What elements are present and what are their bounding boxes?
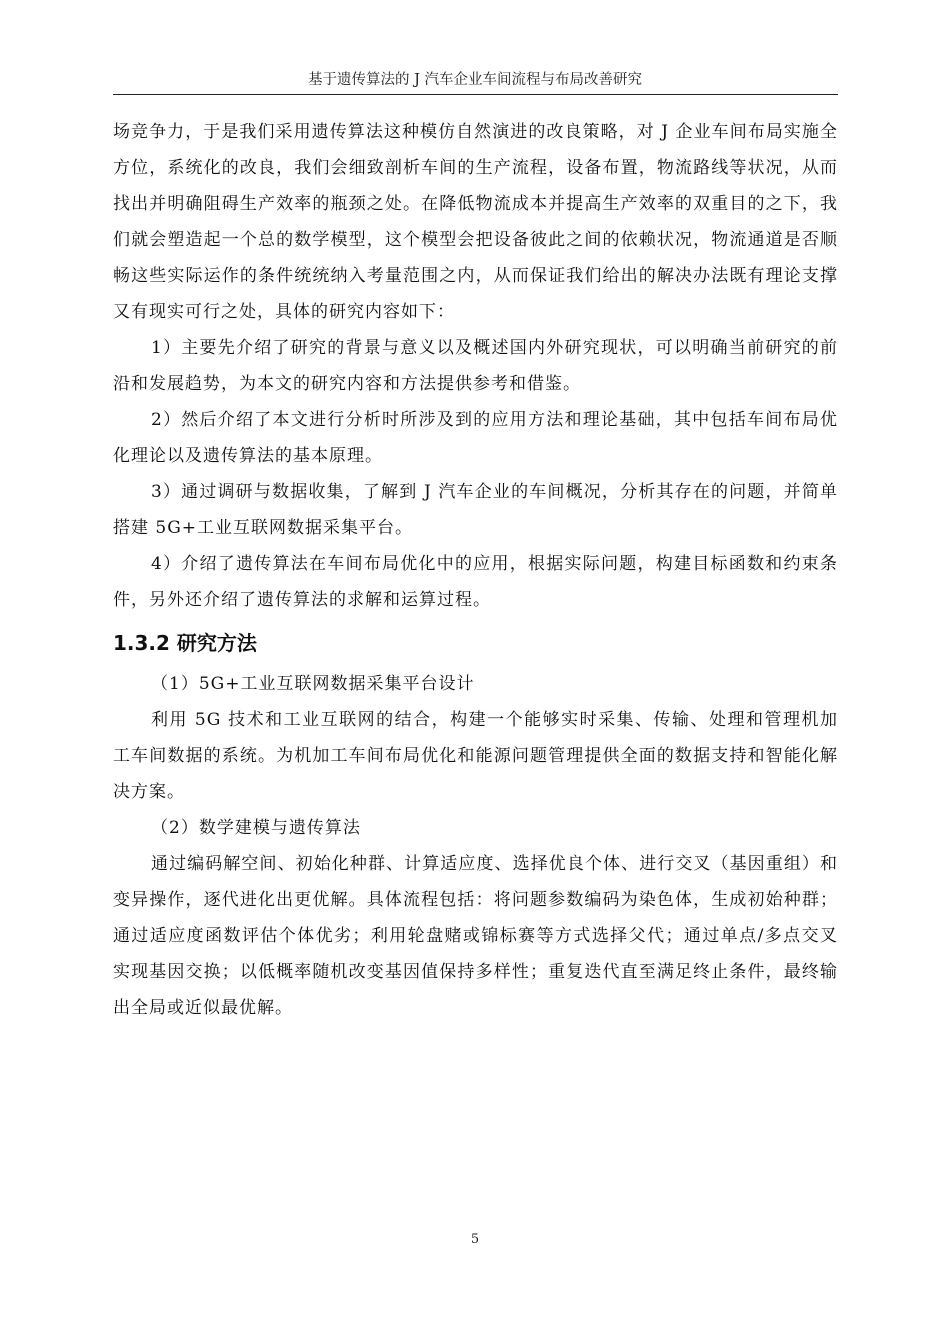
method-2-title: （2）数学建模与遗传算法 <box>151 818 361 838</box>
method-2-text: 通过编码解空间、初始化种群、计算适应度、选择优良个体、进行交叉（基因重组）和变异操作，逐代进化出更优解。具体流程包括：将问题参数编码为染色体，生成初始种群；通过适应度函数评估个体优劣；利用轮盘赌或锦标赛等方式选择父代；通过单点/多点交叉实现基因交换；以低概率随机改变基因值保持多样性；重复迭代直至满足终止条件，最终输出全局或近似最优解。 <box>113 854 838 1018</box>
research-item-4: 4）介绍了遗传算法在车间布局优化中的应用，根据实际问题，构建目标函数和约束条件，另外还介绍了遗传算法的求解和运算过程。 <box>113 554 838 610</box>
method-1-text: 利用 5G 技术和工业互联网的结合，构建一个能够实时采集、传输、处理和管理机加工车间数据的系统。为机加工车间布局优化和能源问题管理提供全面的数据支持和智能化解决方案。 <box>113 710 838 802</box>
research-item-3: 3）通过调研与数据收集，了解到 J 汽车企业的车间概况，分析其存在的问题，并简单搭建 5G+工业互联网数据采集平台。 <box>113 482 838 538</box>
page-number: 5 <box>470 1232 480 1247</box>
research-item-1: 1）主要先介绍了研究的背景与意义以及概述国内外研究现状，可以明确当前研究的前沿和发展趋势，为本文的研究内容和方法提供参考和借鉴。 <box>113 338 838 394</box>
intro-paragraph: 场竞争力，于是我们采用遗传算法这种模仿自然演进的改良策略，对 J 企业车间布局实施全方位，系统化的改良，我们会细致剖析车间的生产流程，设备布置，物流路线等状况，从而找出并明确阻碍生产效率的瓶颈之处。在降低物流成本并提高生产效率的双重目的之下，我们就会塑造起一个总的数学模型，这个模型会把设备彼此之间的依赖状况，物流通道是否顺畅这些实际运作的条件统统纳入考量范围之内，从而保证我们给出的解决办法既有理论支撑又有现实可行之处，具体的研究内容如下： <box>113 122 838 322</box>
running-header-title: 基于遗传算法的 J 汽车企业车间流程与布局改善研究 <box>307 72 643 88</box>
section-heading: 1.3.2 研究方法 <box>113 631 257 655</box>
header-rule <box>113 94 838 95</box>
research-item-2: 2）然后介绍了本文进行分析时所涉及到的应用方法和理论基础，其中包括车间布局优化理论以及遗传算法的基本原理。 <box>113 410 838 466</box>
page-body <box>113 114 838 1026</box>
method-1-title: （1）5G+工业互联网数据采集平台设计 <box>151 674 475 694</box>
